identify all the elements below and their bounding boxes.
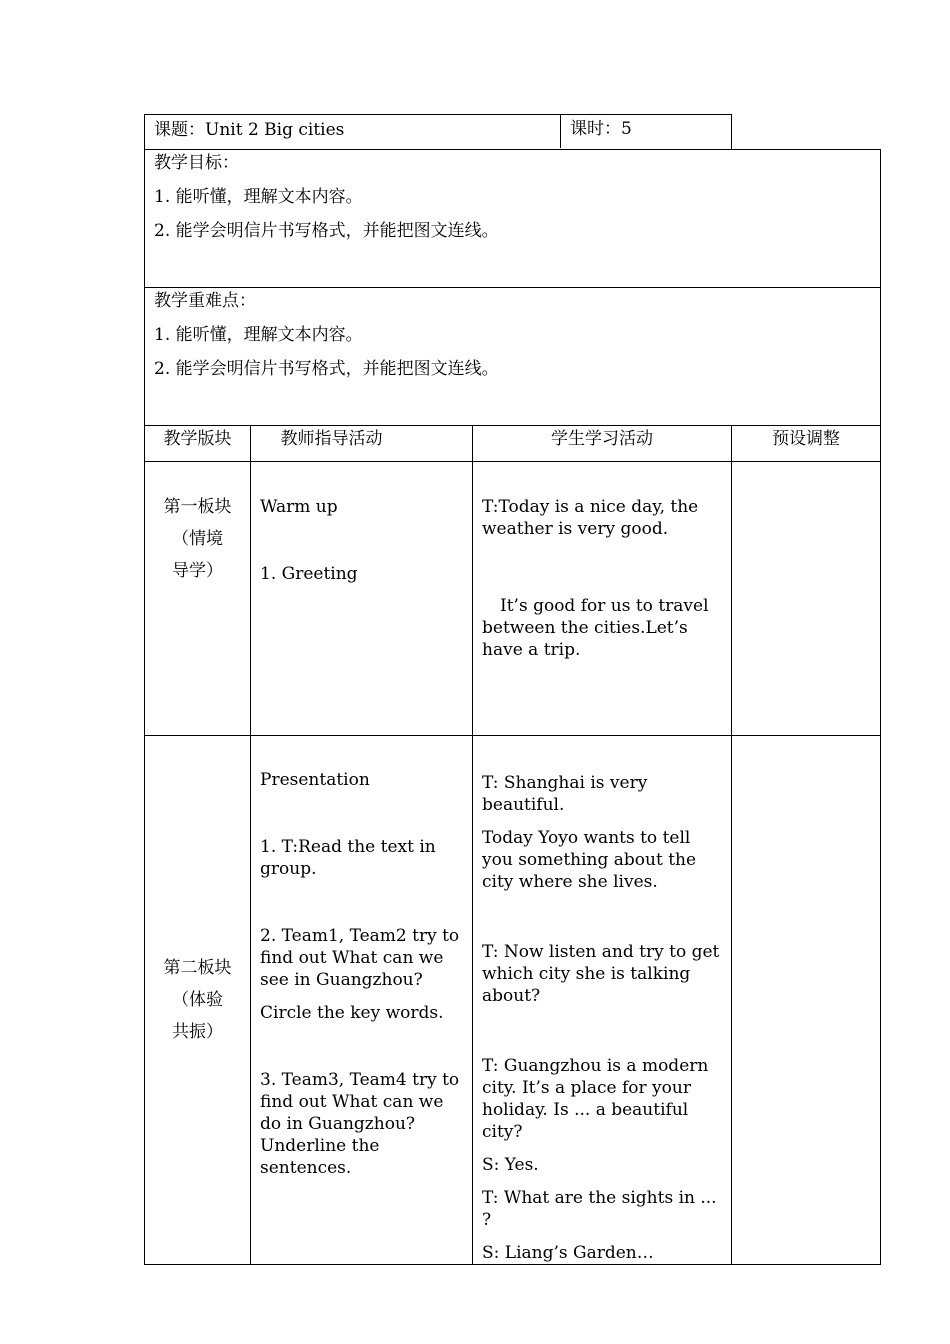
block2-name: 第二板块 [163, 958, 232, 978]
block1-name-cell [145, 462, 251, 736]
block2-student-text: Today Yoyo wants to tell you something about the city where she lives. [482, 828, 697, 892]
goals-cell [145, 150, 881, 288]
key-point-item: 1. 能听懂，理解文本内容。 [154, 325, 363, 345]
block2-adjust-cell [732, 736, 881, 1265]
block2-teacher-text: 1. T:Read the text in group. [260, 837, 436, 879]
block2-teacher-text: Circle the key words. [260, 1003, 444, 1023]
block2-teacher-text: 3. Team3, Team4 try to find out What can we do in Guangzhou? Underline the sentences. [260, 1070, 460, 1178]
key-points-cell [145, 288, 881, 426]
block1-adjust-cell [732, 462, 881, 736]
block2-teacher-cell [251, 736, 473, 1265]
block1-name: （情境 [172, 529, 223, 549]
block2-student-text: T: Now listen and try to get which city she is talking about? [482, 942, 720, 1006]
column-header-block: 教学版块 [145, 426, 251, 462]
column-header-adjust: 预设调整 [732, 426, 881, 462]
block1-teacher-text: 1. Greeting [260, 564, 358, 584]
goal-item: 2. 能学会明信片书写格式，并能把图文连线。 [154, 221, 499, 241]
block2-student-text: T: Guangzhou is a modern city. It’s a place for your holiday. Is ... a beautiful city? [482, 1056, 709, 1142]
key-points-row [145, 288, 881, 426]
column-header-teacher: 教师指导活动 [251, 426, 473, 462]
goals-title: 教学目标： [154, 153, 239, 173]
block2-student-text: T: What are the sights in ... ? [482, 1188, 717, 1230]
block2-name: （体验 [172, 990, 223, 1010]
block2-row [145, 736, 881, 1265]
column-header-row [145, 426, 881, 462]
block1-teacher-cell [251, 462, 473, 736]
block1-name: 导学） [172, 561, 223, 581]
block1-student-text: T:Today is a nice day, the weather is very good. [482, 497, 699, 539]
block1-name: 第一板块 [163, 497, 232, 517]
block2-teacher-text: 2. Team1, Team2 try to find out What can we see in Guangzhou? [260, 926, 460, 990]
block1-student-text: It’s good for us to travel between the cities.Let’s have a trip. [482, 596, 709, 660]
block2-student-cell [473, 736, 732, 1265]
block2-teacher-text: Presentation [260, 770, 370, 790]
topic-label: 课题：Unit 2 Big cities [154, 120, 345, 140]
goals-row [145, 150, 881, 288]
column-header-student: 学生学习活动 [473, 426, 732, 462]
period-cell-overlay [560, 114, 880, 148]
lesson-plan-table [144, 114, 881, 1265]
block2-name: 共振） [172, 1022, 223, 1042]
block1-student-cell [473, 462, 732, 736]
block1-teacher-text: Warm up [260, 497, 338, 517]
period-label: 课时：5 [570, 119, 632, 139]
lesson-plan-page [144, 114, 880, 1265]
block2-student-text: S: Liang’s Garden… [482, 1243, 654, 1263]
block1-row [145, 462, 881, 736]
block2-student-text: T: Shanghai is very beautiful. [482, 773, 648, 815]
block2-name-cell [145, 736, 251, 1265]
goal-item: 1. 能听懂，理解文本内容。 [154, 187, 363, 207]
block2-student-text: S: Yes. [482, 1155, 539, 1175]
key-point-item: 2. 能学会明信片书写格式，并能把图文连线。 [154, 359, 499, 379]
key-points-title: 教学重难点： [154, 291, 256, 311]
